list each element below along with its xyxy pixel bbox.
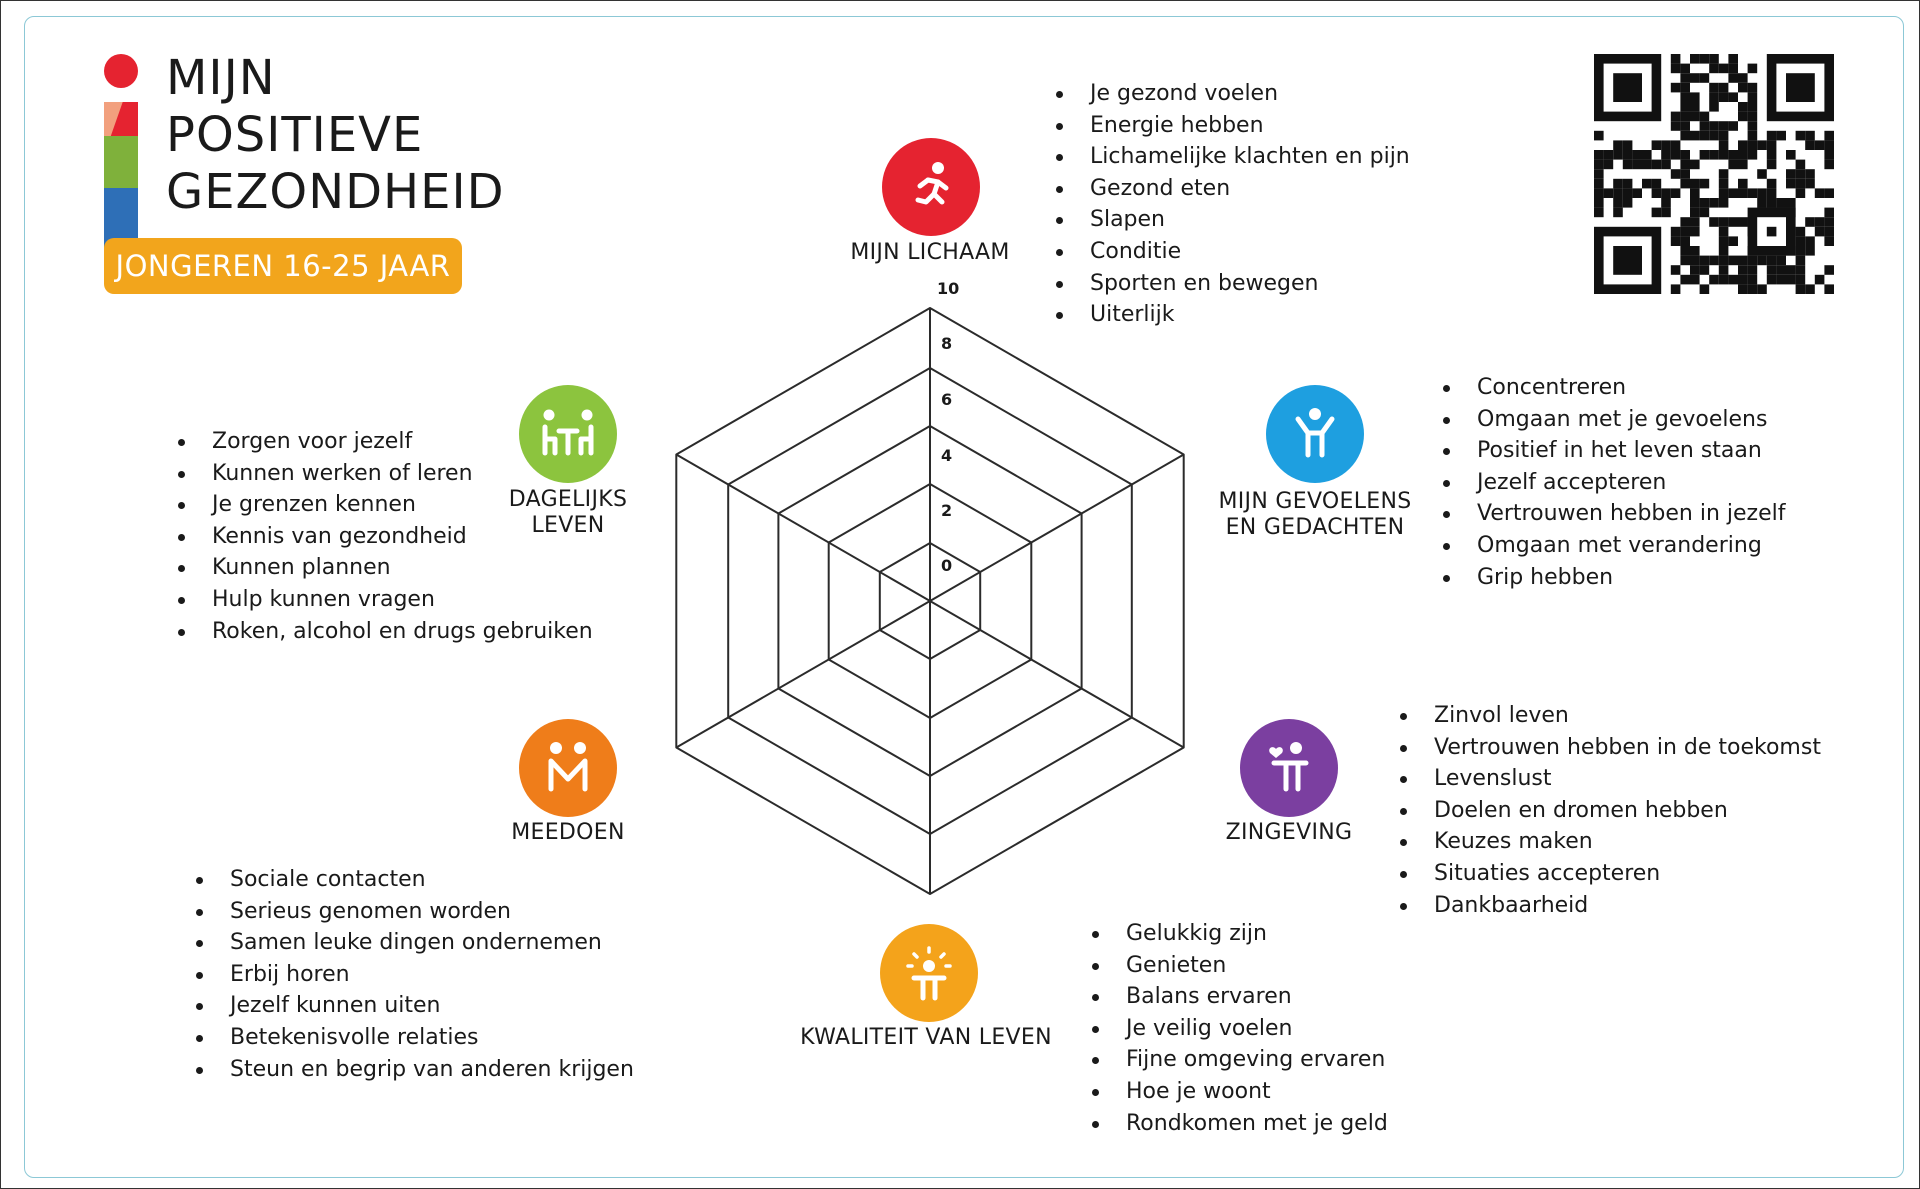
logo-title-line: POSITIEVE (166, 107, 424, 163)
list-item: Slapen (1054, 204, 1410, 236)
list-item: Gelukkig zijn (1090, 918, 1388, 950)
dimension-label-line: MEEDOEN (511, 820, 625, 845)
list-item: Hoe je woont (1090, 1076, 1388, 1108)
list-item: Grip hebben (1441, 562, 1786, 594)
radar-spoke (676, 455, 930, 602)
dimension-label-gevoelens (1185, 489, 1445, 541)
scale-tick-label: 8 (941, 334, 953, 353)
dimension-items-kwaliteit (1090, 918, 1388, 1139)
person-arms-up-icon (1266, 385, 1364, 483)
dimension-label-kwaliteit (796, 1025, 1056, 1051)
list-item: Sociale contacten (194, 864, 634, 896)
list-item: Omgaan met verandering (1441, 530, 1786, 562)
list-item: Uiterlijk (1054, 299, 1410, 331)
list-item: Jezelf kunnen uiten (194, 990, 634, 1022)
list-item: Genieten (1090, 950, 1388, 982)
list-item: Erbij horen (194, 959, 634, 991)
list-item: Fijne omgeving ervaren (1090, 1044, 1388, 1076)
list-item: Je gezond voelen (1054, 78, 1410, 110)
scale-tick-label: 6 (941, 390, 953, 409)
list-item: Je grenzen kennen (176, 489, 593, 521)
scale-tick-label: 2 (941, 501, 953, 520)
dimension-items-gevoelens (1441, 372, 1786, 593)
person-heart-icon (1240, 719, 1338, 817)
scale-tick-label: 0 (941, 556, 953, 575)
list-item: Kunnen werken of leren (176, 458, 593, 490)
dimension-items-meedoen (194, 864, 634, 1085)
dimension-label-line: MIJN GEVOELENS (1218, 489, 1412, 514)
dimension-label-zingeving (1159, 820, 1419, 846)
radar-spoke (930, 601, 1184, 748)
logo-title-line: GEZONDHEID (166, 164, 505, 220)
list-item: Omgaan met je gevoelens (1441, 404, 1786, 436)
list-item: Situaties accepteren (1398, 858, 1821, 890)
list-item: Keuzes maken (1398, 826, 1821, 858)
runner-icon (882, 138, 980, 236)
dimension-label-meedoen (438, 820, 698, 846)
list-item: Vertrouwen hebben in de toekomst (1398, 732, 1821, 764)
scale-tick-label: 10 (937, 279, 960, 298)
list-item: Je veilig voelen (1090, 1013, 1388, 1045)
list-item: Sporten en bewegen (1054, 268, 1410, 300)
logo-title-line: MIJN (166, 50, 276, 106)
dimension-label-line: ZINGEVING (1225, 820, 1353, 845)
list-item: Concentreren (1441, 372, 1786, 404)
dimension-items-lichaam (1054, 78, 1410, 331)
list-item: Serieus genomen worden (194, 896, 634, 928)
dimension-label-line: DAGELIJKS (508, 487, 628, 512)
list-item: Samen leuke dingen ondernemen (194, 927, 634, 959)
list-item: Positief in het leven staan (1441, 435, 1786, 467)
list-item: Steun en begrip van anderen krijgen (194, 1054, 634, 1086)
scale-tick-label: 4 (941, 446, 953, 465)
list-item: Roken, alcohol en drugs gebruiken (176, 616, 593, 648)
two-people-icon (519, 719, 617, 817)
dimension-label-line: KWALITEIT VAN LEVEN (800, 1025, 1052, 1050)
list-item: Jezelf accepteren (1441, 467, 1786, 499)
dimension-items-zingeving (1398, 700, 1821, 921)
dimension-label-lichaam (800, 240, 1060, 266)
list-item: Betekenisvolle relaties (194, 1022, 634, 1054)
list-item: Zinvol leven (1398, 700, 1821, 732)
age-badge: JONGEREN 16-25 JAAR (104, 238, 462, 294)
list-item: Gezond eten (1054, 173, 1410, 205)
list-item: Vertrouwen hebben in jezelf (1441, 498, 1786, 530)
list-item: Levenslust (1398, 763, 1821, 795)
list-item: Dankbaarheid (1398, 890, 1821, 922)
dimension-items-dagelijks (176, 426, 593, 647)
list-item: Kunnen plannen (176, 552, 593, 584)
list-item: Conditie (1054, 236, 1410, 268)
list-item: Lichamelijke klachten en pijn (1054, 141, 1410, 173)
person-sun-icon (880, 924, 978, 1022)
list-item: Balans ervaren (1090, 981, 1388, 1013)
dimension-label-line: LEVEN (531, 513, 605, 538)
list-item: Energie hebben (1054, 110, 1410, 142)
dimension-label-line: EN GEDACHTEN (1225, 515, 1405, 540)
radar-spoke (930, 455, 1184, 602)
list-item: Zorgen voor jezelf (176, 426, 593, 458)
list-item: Kennis van gezondheid (176, 521, 593, 553)
radar-spoke (676, 601, 930, 748)
list-item: Rondkomen met je geld (1090, 1108, 1388, 1140)
list-item: Doelen en dromen hebben (1398, 795, 1821, 827)
list-item: Hulp kunnen vragen (176, 584, 593, 616)
dimension-label-line: MIJN LICHAAM (850, 240, 1010, 265)
